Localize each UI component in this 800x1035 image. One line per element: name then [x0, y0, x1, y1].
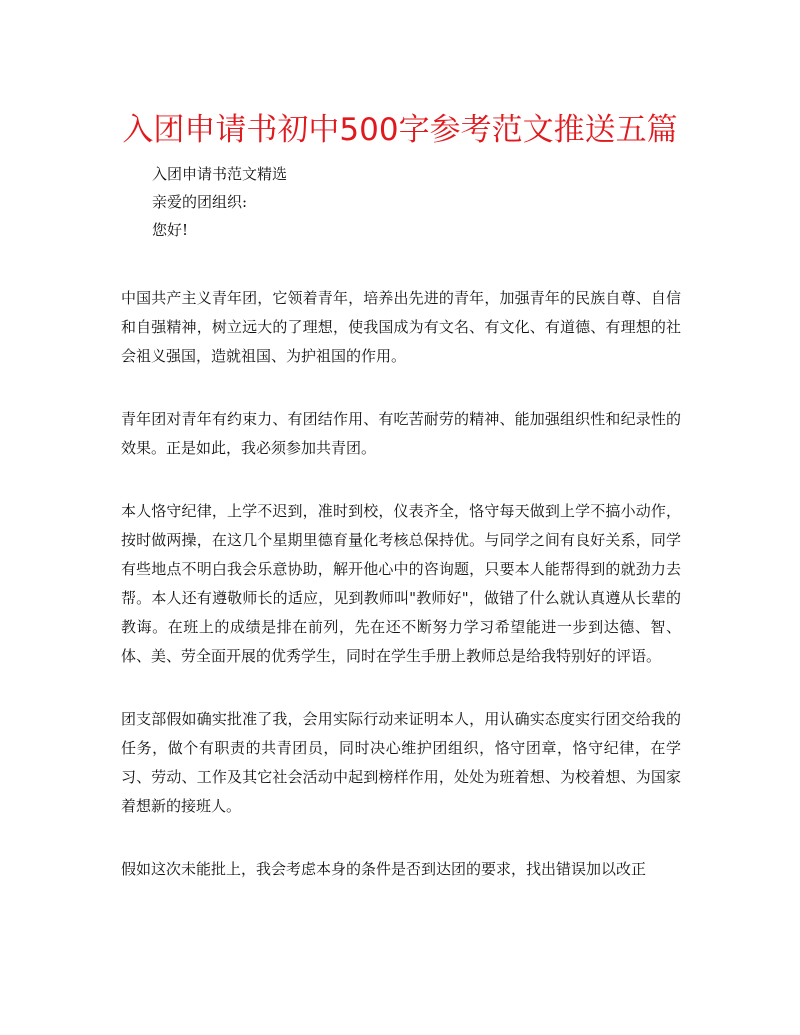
intro-heading: 入团申请书范文精选 [152, 165, 288, 183]
greeting: 您好! [152, 221, 189, 239]
document-title: 入团申请书初中500字参考范文推送五篇 [122, 112, 678, 148]
paragraph: 青年团对青年有约束力、有团结作用、有吃苦耐劳的精神、能加强组织性和纪录性的效果。正是如此，我必须参加共青团。 [121, 410, 681, 457]
paragraph: 中国共产主义青年团，它领着青年，培养出先进的青年，加强青年的民族自尊、自信和自强精神，树立远大的了理想，使我国成为有文名、有文化、有道德、有理想的社会祖义强国，造就祖国、为护祖国的作用。 [121, 289, 681, 365]
paragraph: 团支部假如确实批准了我，会用实际行动来证明本人，用认确实态度实行团交给我的任务，做个有职责的共青团员，同时决心维护团组织，恪守团章，恪守纪律，在学习、劳动、工作及其它社会活动中起到榜样作用，处处为班着想、为校着想、为国家着想新的接班人。 [121, 710, 681, 815]
paragraph: 本人恪守纪律，上学不迟到，准时到校，仪表齐全，恪守每天做到上学不搞小动作，按时做两操，在这几个星期里德育量化考核总保持优。与同学之间有良好关系，同学有些地点不明白我会乐意协助，解开他心中的咨询题，只要本人能帮得到的就劲力去帮。本人还有遵敬师长的适应，见到教师叫"教师好"，做错了什么就认真遵从长辈的教诲。在班上的成绩是排在前列，先在还不断努力学习希望能进一步到达德、智、体、美、劳全面开展的优秀学生，同时在学生手册上教师总是给我特别好的评语。 [121, 502, 681, 665]
intro-block [152, 160, 652, 244]
document-body [121, 284, 681, 918]
paragraph: 假如这次未能批上，我会考虑本身的条件是否到达团的要求，找出错误加以改正 [121, 860, 647, 878]
salutation: 亲爱的团组织: [152, 193, 248, 211]
